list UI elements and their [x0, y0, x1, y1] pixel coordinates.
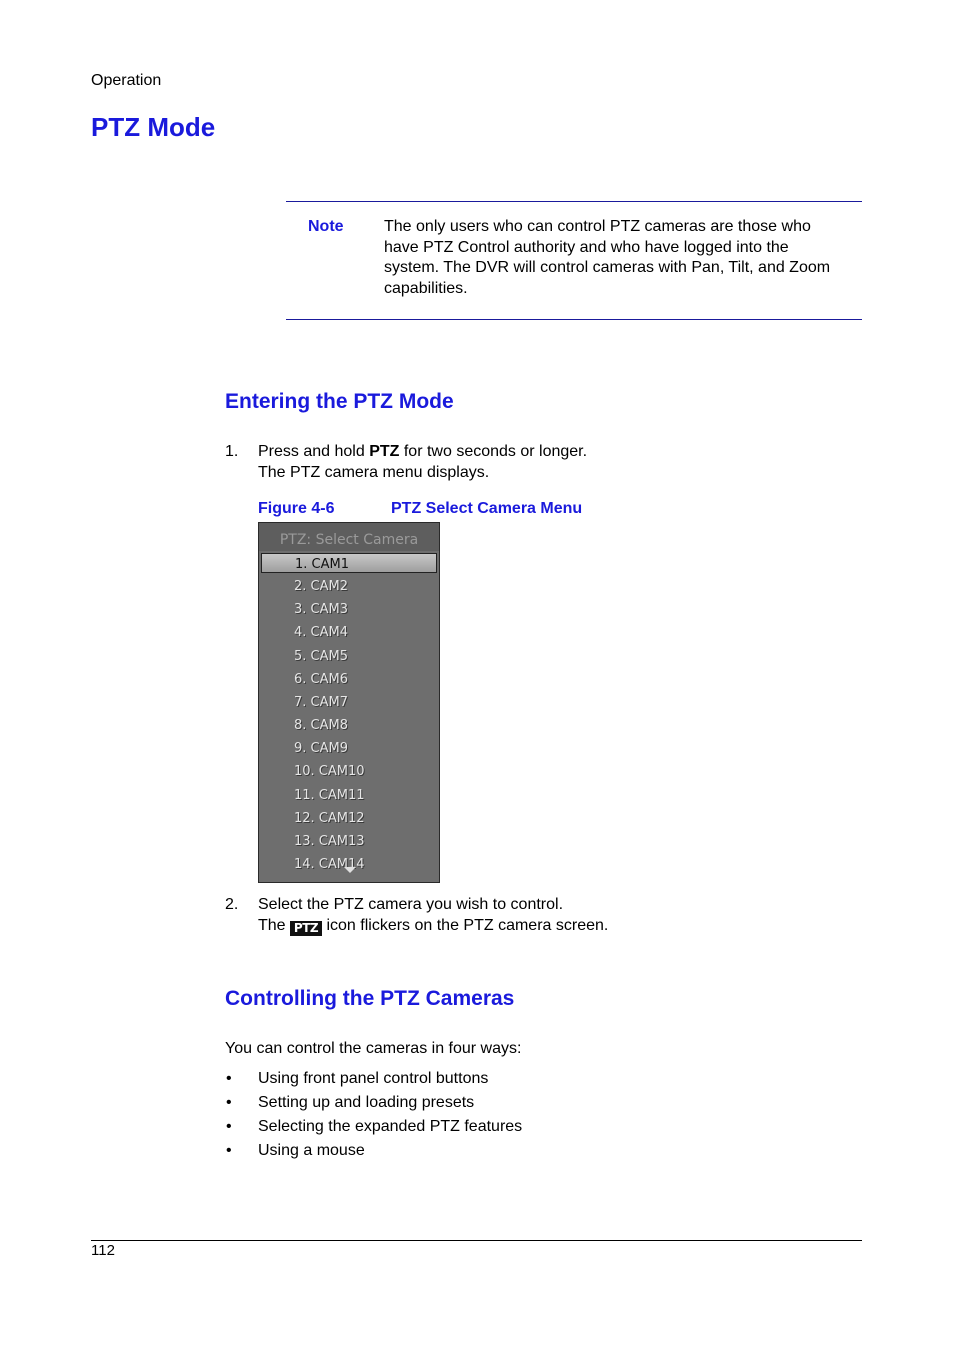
list-item: Using front panel control buttons — [258, 1070, 489, 1087]
heading-entering-ptz: Entering the PTZ Mode — [225, 390, 454, 413]
step-1-text — [258, 442, 587, 483]
menu-item-cam8[interactable]: 8. CAM8 — [294, 718, 348, 734]
note-line: system. The DVR will control cameras with Pan, Tilt, and Zoom — [384, 259, 831, 276]
chevron-down-icon[interactable] — [344, 867, 356, 873]
section-label: Operation — [91, 72, 162, 89]
ptz-icon: PTZ — [290, 921, 322, 936]
step-number: 1. — [225, 443, 239, 460]
menu-item-cam4[interactable]: 4. CAM4 — [294, 625, 348, 641]
note-line: The only users who can control PTZ cameras are those who — [384, 218, 811, 235]
figure-number: Figure 4-6 — [258, 500, 335, 517]
list-item: Using a mouse — [258, 1142, 365, 1159]
page-number: 112 — [91, 1242, 115, 1259]
menu-item-cam10[interactable]: 10. CAM10 — [294, 764, 365, 780]
bullet-icon: • — [226, 1094, 232, 1111]
bullet-icon: • — [226, 1142, 232, 1159]
ptz-select-camera-menu — [258, 522, 440, 883]
page-title: PTZ Mode — [91, 112, 216, 142]
note-line: capabilities. — [384, 279, 468, 297]
step-number: 2. — [225, 896, 239, 913]
menu-item-cam1[interactable]: 1. CAM1 — [261, 553, 437, 573]
camera-list[interactable] — [259, 552, 439, 872]
note-bottom-rule — [286, 319, 862, 320]
step-1-line — [258, 442, 587, 463]
step-2-pre: The — [258, 916, 291, 934]
step-2-text — [258, 895, 608, 936]
menu-item-cam12[interactable]: 12. CAM12 — [294, 810, 365, 826]
figure-title: PTZ Select Camera Menu — [391, 500, 583, 517]
heading-controlling-ptz: Controlling the PTZ Cameras — [225, 987, 515, 1010]
menu-item-cam13[interactable]: 13. CAM13 — [294, 833, 365, 849]
menu-item-cam14[interactable]: 14. CAM14 — [294, 856, 365, 872]
menu-item-cam9[interactable]: 9. CAM9 — [294, 741, 348, 757]
step-2-result — [258, 916, 608, 937]
step-1-pre: Press and hold — [258, 443, 370, 460]
footer-rule — [91, 1240, 862, 1241]
note-line: have PTZ Control authority and who have logged into the — [384, 238, 789, 256]
menu-item-cam5[interactable]: 5. CAM5 — [294, 648, 348, 664]
note-text — [384, 217, 854, 299]
step-2-post: icon flickers on the PTZ camera screen. — [322, 916, 609, 934]
menu-title: PTZ: Select Camera — [259, 523, 439, 551]
note-label: Note — [308, 218, 344, 235]
list-item: Setting up and loading presets — [258, 1094, 475, 1111]
note-top-rule — [286, 201, 862, 202]
menu-item-cam11[interactable]: 11. CAM11 — [294, 787, 365, 803]
step-2-line: Select the PTZ camera you wish to control. — [258, 896, 564, 913]
list-item: Selecting the expanded PTZ features — [258, 1118, 523, 1135]
menu-item-cam3[interactable]: 3. CAM3 — [294, 602, 348, 618]
controlling-intro: You can control the cameras in four ways: — [225, 1040, 522, 1057]
bullet-icon: • — [226, 1070, 232, 1087]
menu-item-cam6[interactable]: 6. CAM6 — [294, 671, 348, 687]
menu-item-cam7[interactable]: 7. CAM7 — [294, 694, 348, 710]
menu-item-cam2[interactable]: 2. CAM2 — [294, 579, 348, 595]
ptz-key-label: PTZ — [369, 443, 400, 460]
bullet-icon: • — [226, 1118, 232, 1135]
step-1-result: The PTZ camera menu displays. — [258, 463, 490, 481]
step-1-post: for two seconds or longer. — [399, 443, 588, 460]
